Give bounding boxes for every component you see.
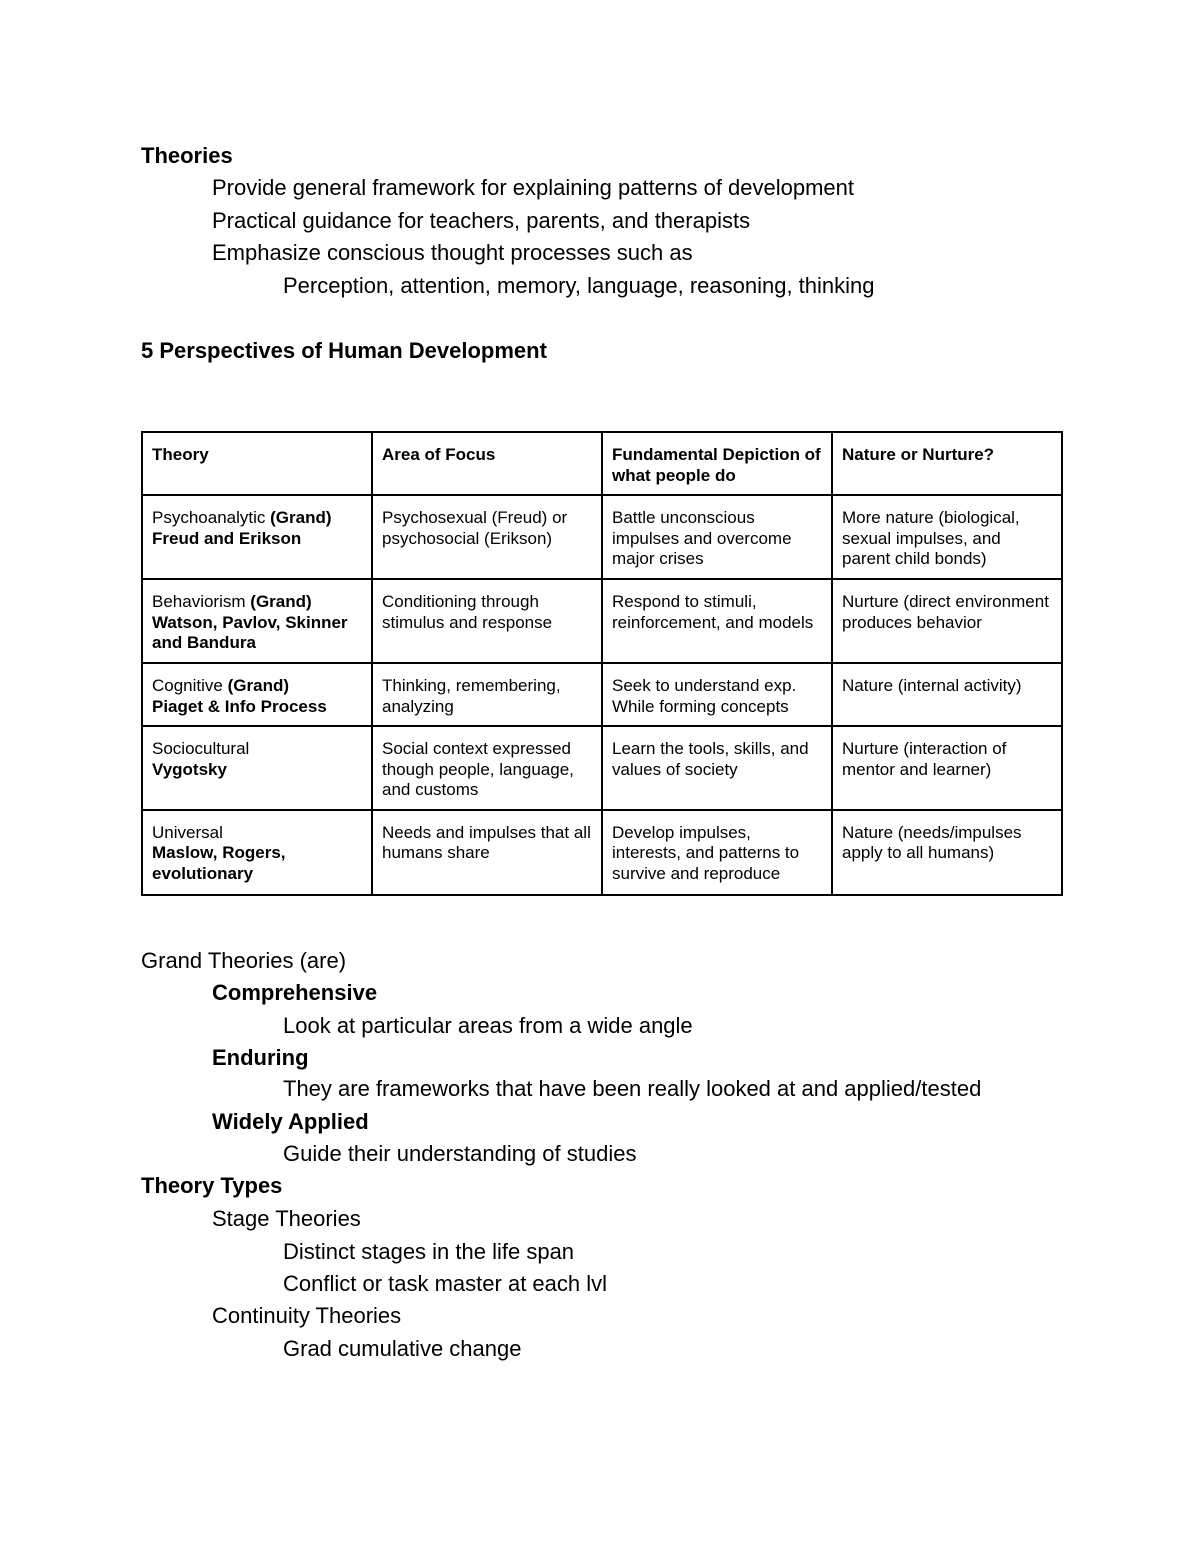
- table-row: [142, 579, 1062, 663]
- theories-bullet: Emphasize conscious thought processes such as: [212, 240, 693, 265]
- table-header-cell: Fundamental Depiction of what people do: [602, 432, 832, 495]
- theories-bullet: Provide general framework for explaining patterns of development: [212, 175, 855, 200]
- depiction-cell: Battle unconscious impulses and overcome major crises: [602, 495, 832, 579]
- nature-cell: Nature (internal activity): [832, 663, 1062, 726]
- nature-cell: Nature (needs/impulses apply to all humans): [832, 810, 1062, 895]
- focus-cell: Social context expressed though people, language, and customs: [372, 726, 602, 810]
- section-title-theory-types: Theory Types: [141, 1173, 283, 1198]
- theory-name: Psychoanalytic: [152, 508, 266, 528]
- depiction-cell: Learn the tools, skills, and values of society: [602, 726, 832, 810]
- focus-cell: Psychosexual (Freud) or psychosocial (Erikson): [372, 495, 602, 579]
- section-title-grand-theories: Grand Theories (are): [141, 948, 347, 973]
- depiction-cell: Seek to understand exp. While forming concepts: [602, 663, 832, 726]
- theorists: Vygotsky: [152, 759, 227, 779]
- stage-theories-heading: Stage Theories: [212, 1206, 361, 1231]
- theorists: Maslow, Rogers, evolutionary: [152, 843, 286, 883]
- table-header-cell: Theory: [142, 432, 372, 495]
- focus-cell: Needs and impulses that all humans share: [372, 810, 602, 895]
- table-row: [142, 726, 1062, 810]
- section-title-theories: Theories: [141, 143, 233, 168]
- theorists: Piaget & Info Process: [152, 696, 327, 716]
- nature-cell: Nurture (interaction of mentor and learner): [832, 726, 1062, 810]
- theory-cell: [142, 495, 372, 579]
- table-row: [142, 663, 1062, 726]
- grand-item-heading: Widely Applied: [212, 1109, 369, 1134]
- theorists: Watson, Pavlov, Skinner and Bandura: [152, 612, 348, 653]
- theory-cell: [142, 726, 372, 810]
- perspectives-table: [141, 431, 1063, 896]
- theory-cell: [142, 579, 372, 663]
- depiction-cell: Develop impulses, interests, and patterns to survive and reproduce: [602, 810, 832, 895]
- stage-theories-detail: Conflict or task master at each lvl: [283, 1271, 608, 1296]
- focus-cell: Thinking, remembering, analyzing: [372, 663, 602, 726]
- theory-cell: [142, 810, 372, 895]
- theories-bullet: Practical guidance for teachers, parents, and therapists: [212, 208, 751, 233]
- nature-cell: Nurture (direct environment produces behavior: [832, 579, 1062, 663]
- nature-cell: More nature (biological, sexual impulses, and parent child bonds): [832, 495, 1062, 579]
- grand-item-heading: Comprehensive: [212, 980, 378, 1005]
- theory-name: Cognitive: [152, 676, 223, 696]
- table-header-cell: Area of Focus: [372, 432, 602, 495]
- grand-item-detail: Guide their understanding of studies: [283, 1141, 637, 1166]
- theory-cell: [142, 663, 372, 726]
- focus-cell: Conditioning through stimulus and response: [372, 579, 602, 663]
- stage-theories-detail: Distinct stages in the life span: [283, 1239, 575, 1264]
- theories-sub-bullet: Perception, attention, memory, language, reasoning, thinking: [283, 273, 875, 298]
- table-row: [142, 810, 1062, 895]
- table-row: [142, 495, 1062, 579]
- theory-type: (Grand): [227, 676, 289, 696]
- theorists: Freud and Erikson: [152, 528, 302, 548]
- theory-name: Sociocultural: [152, 739, 250, 759]
- theory-name: Universal: [152, 822, 223, 842]
- depiction-cell: Respond to stimuli, reinforcement, and models: [602, 579, 832, 663]
- theory-name: Behaviorism: [152, 592, 246, 612]
- continuity-theories-detail: Grad cumulative change: [283, 1336, 522, 1361]
- grand-item-detail: Look at particular areas from a wide angle: [283, 1013, 693, 1038]
- grand-item-heading: Enduring: [212, 1045, 309, 1070]
- theory-type: (Grand): [270, 508, 332, 528]
- continuity-theories-heading: Continuity Theories: [212, 1303, 402, 1328]
- section-title-perspectives: 5 Perspectives of Human Development: [141, 338, 547, 363]
- theory-type: (Grand): [250, 592, 312, 612]
- grand-item-detail: They are frameworks that have been really looked at and applied/tested: [283, 1076, 982, 1101]
- table-header-cell: Nature or Nurture?: [832, 432, 1062, 495]
- table-header-row: [142, 432, 1062, 495]
